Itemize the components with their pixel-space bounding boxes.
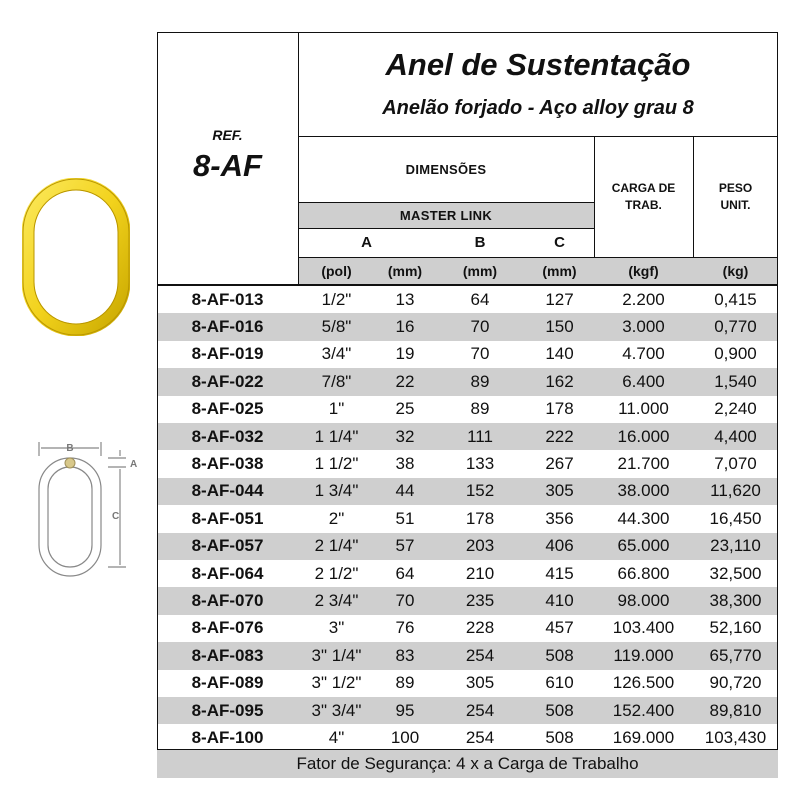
pol-cell: 3" (328, 618, 345, 638)
a-mm-cell: 16 (395, 317, 415, 337)
master-link-ring-image (22, 178, 130, 336)
a-mm-cell: 95 (395, 700, 415, 720)
a-mm-cell: 83 (395, 645, 415, 665)
c-mm-cell: 222 (545, 426, 574, 446)
dimensions-label: DIMENSÕES (405, 161, 487, 177)
peso-cell: 2,240 (714, 399, 757, 419)
a-mm-cell: 89 (395, 673, 415, 693)
ref-cell: 8-AF-025 (191, 399, 264, 419)
unit-c-mm: (mm) (542, 262, 577, 279)
pol-cell: 1 1/2" (314, 454, 359, 474)
b-mm-cell: 235 (465, 591, 495, 611)
carga-cell: 4.700 (622, 344, 665, 364)
c-mm-cell: 150 (545, 317, 574, 337)
c-mm-cell: 162 (545, 371, 574, 391)
pol-cell: 3" 1/4" (311, 645, 362, 665)
ref-label: REF. (212, 127, 243, 143)
carga-cell: 66.800 (617, 563, 670, 583)
b-mm-cell: 254 (465, 700, 495, 720)
unit-pol: (pol) (321, 262, 352, 279)
b-mm-cell: 152 (465, 481, 495, 501)
ref-cell: 8-AF-016 (191, 317, 264, 337)
ref-cell: 8-AF-076 (191, 618, 264, 638)
c-mm-cell: 127 (545, 289, 574, 309)
c-mm-cell: 267 (545, 454, 574, 474)
title-cell (298, 42, 778, 88)
carga-cell: 2.200 (622, 289, 665, 309)
b-mm-cell: 111 (467, 426, 493, 446)
c-mm-cell: 508 (545, 700, 574, 720)
b-mm-cell: 178 (465, 508, 495, 528)
carga-cell: 3.000 (622, 317, 665, 337)
ref-cell: 8-AF-032 (191, 426, 264, 446)
c-mm-cell: 457 (545, 618, 574, 638)
a-mm-cell: 51 (395, 508, 415, 528)
peso-cell: 65,770 (709, 645, 762, 665)
carga-cell: 98.000 (617, 591, 670, 611)
carga-label: CARGA DE TRAB. (611, 181, 676, 212)
c-mm-cell: 178 (545, 399, 574, 419)
b-mm-cell: 254 (465, 728, 495, 748)
c-mm-cell: 410 (545, 591, 574, 611)
pol-cell: 3/4" (321, 344, 352, 364)
unit-a-mm: (mm) (387, 262, 423, 279)
dimension-diagram (22, 430, 142, 590)
pol-cell: 2" (328, 508, 345, 528)
peso-cell: 103,430 (704, 728, 767, 748)
a-mm-cell: 13 (395, 289, 415, 309)
a-mm-cell: 19 (395, 344, 415, 364)
c-mm-cell: 305 (545, 481, 574, 501)
b-mm-cell: 133 (465, 454, 495, 474)
ref-cell: 8-AF-100 (191, 728, 264, 748)
carga-cell: 11.000 (618, 399, 669, 419)
a-mm-cell: 64 (395, 563, 415, 583)
peso-cell: 38,300 (709, 591, 762, 611)
safety-factor-note: Fator de Segurança: 4 x a Carga de Trabalho (296, 754, 639, 773)
peso-cell: 52,160 (709, 618, 762, 638)
carga-cell: 44.300 (617, 508, 670, 528)
c-mm-cell: 610 (545, 673, 574, 693)
peso-cell: 16,450 (709, 508, 762, 528)
peso-cell: 90,720 (709, 673, 762, 693)
pol-cell: 1" (328, 399, 345, 419)
a-mm-cell: 76 (395, 618, 415, 638)
diagram-label-a: A (130, 459, 138, 470)
ref-code-cell (157, 146, 298, 186)
a-mm-cell: 70 (395, 591, 415, 611)
diagram-label-c: C (112, 511, 120, 522)
dimensions-cell (298, 136, 594, 202)
ref-cell: 8-AF-089 (191, 673, 264, 693)
unit-b-mm: (mm) (462, 262, 498, 279)
a-mm-cell: 100 (390, 728, 420, 748)
pol-cell: 3" 1/2" (311, 673, 362, 693)
diagram-label-b: B (66, 443, 74, 454)
peso-cell: 32,500 (709, 563, 762, 583)
ref-label-cell (157, 124, 298, 146)
a-mm-cell: 44 (395, 481, 415, 501)
carga-cell: 6.400 (622, 371, 665, 391)
b-mm-cell: 305 (465, 673, 495, 693)
subtitle-cell (298, 88, 778, 128)
carga-header-cell (594, 172, 693, 222)
peso-cell: 1,540 (714, 371, 757, 391)
pol-cell: 5/8" (321, 317, 352, 337)
b-mm-cell: 89 (470, 399, 490, 419)
c-mm-cell: 415 (545, 563, 574, 583)
b-mm-cell: 254 (465, 645, 495, 665)
ref-cell: 8-AF-013 (191, 289, 264, 309)
b-mm-cell: 203 (465, 536, 495, 556)
ref-cell: 8-AF-095 (191, 700, 264, 720)
b-mm-cell: 89 (470, 371, 490, 391)
master-link-band (298, 202, 594, 228)
b-mm-cell: 210 (465, 563, 495, 583)
col-c-header: C (554, 234, 565, 251)
ref-cell: 8-AF-064 (191, 563, 264, 583)
c-mm-cell: 508 (545, 645, 574, 665)
pol-cell: 2 1/2" (314, 563, 359, 583)
carga-cell: 152.400 (612, 700, 675, 720)
peso-cell: 7,070 (714, 454, 757, 474)
carga-cell: 126.500 (612, 673, 675, 693)
peso-cell: 89,810 (709, 700, 762, 720)
ref-cell: 8-AF-070 (191, 591, 264, 611)
ref-cell: 8-AF-038 (191, 454, 264, 474)
carga-cell: 119.000 (613, 645, 674, 665)
peso-cell: 0,770 (714, 317, 757, 337)
ref-cell: 8-AF-019 (191, 344, 264, 364)
a-mm-cell: 25 (395, 399, 415, 419)
peso-cell: 11,620 (710, 481, 761, 501)
c-mm-cell: 508 (545, 728, 574, 748)
page-title: Anel de Sustentação (385, 47, 691, 82)
b-mm-cell: 64 (470, 289, 490, 309)
pol-cell: 2 3/4" (314, 591, 359, 611)
spec-table (157, 32, 778, 778)
ref-cell: 8-AF-083 (191, 645, 264, 665)
carga-cell: 16.000 (617, 426, 670, 446)
col-a-header: A (361, 234, 372, 251)
carga-cell: 103.400 (612, 618, 675, 638)
peso-cell: 23,110 (710, 536, 761, 556)
unit-kg: (kg) (722, 262, 749, 279)
footer-band (157, 750, 778, 778)
a-mm-cell: 38 (395, 454, 415, 474)
peso-cell: 4,400 (714, 426, 757, 446)
pol-cell: 1 3/4" (314, 481, 359, 501)
pol-cell: 7/8" (321, 371, 352, 391)
master-link-label: MASTER LINK (399, 207, 493, 223)
ref-cell: 8-AF-044 (191, 481, 264, 501)
a-mm-cell: 22 (395, 371, 415, 391)
peso-header-cell (693, 172, 778, 222)
carga-cell: 21.700 (617, 454, 670, 474)
ref-cell: 8-AF-022 (191, 371, 264, 391)
ref-code: 8-AF (193, 148, 262, 183)
pol-cell: 2 1/4" (314, 536, 359, 556)
unit-kgf: (kgf) (628, 262, 659, 279)
c-mm-cell: 356 (545, 508, 574, 528)
pol-cell: 4" (328, 728, 345, 748)
peso-cell: 0,415 (714, 289, 757, 309)
a-mm-cell: 32 (395, 426, 415, 446)
col-b-header: B (474, 234, 486, 251)
peso-label: PESO UNIT. (718, 181, 753, 212)
pol-cell: 1 1/4" (314, 426, 359, 446)
ref-cell: 8-AF-051 (191, 508, 264, 528)
ref-cell: 8-AF-057 (191, 536, 264, 556)
b-mm-cell: 228 (465, 618, 495, 638)
page-subtitle: Anelão forjado - Aço alloy grau 8 (382, 96, 694, 119)
carga-cell: 65.000 (617, 536, 670, 556)
carga-cell: 169.000 (612, 728, 675, 748)
b-mm-cell: 70 (470, 344, 490, 364)
b-mm-cell: 70 (470, 317, 490, 337)
carga-cell: 38.000 (617, 481, 670, 501)
c-mm-cell: 406 (545, 536, 574, 556)
peso-cell: 0,900 (714, 344, 757, 364)
pol-cell: 1/2" (321, 289, 352, 309)
a-mm-cell: 57 (395, 536, 415, 556)
c-mm-cell: 140 (545, 344, 574, 364)
pol-cell: 3" 3/4" (311, 700, 362, 720)
